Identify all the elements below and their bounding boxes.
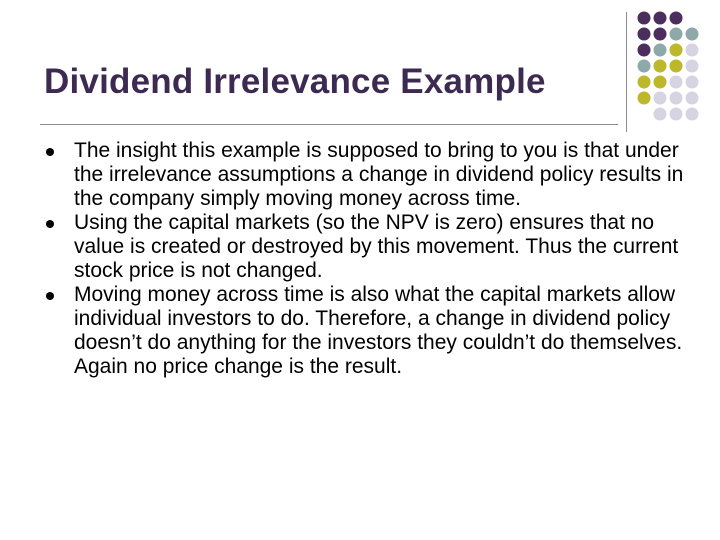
bullet-text: The insight this example is supposed to bring to you is that under the irrelevance assumptions a change in dividend policy results in the company simply moving money across time.: [74, 139, 684, 210]
bullet-point-icon: [46, 220, 54, 228]
decoration-dot: [638, 92, 651, 105]
decoration-dot: [638, 12, 651, 25]
decoration-dot: [654, 92, 667, 105]
decoration-dot: [686, 108, 699, 121]
decoration-dot: [654, 60, 667, 73]
vertical-divider: [626, 12, 627, 132]
decoration-dot: [670, 44, 683, 57]
decoration-dot: [654, 12, 667, 25]
decoration-dot: [670, 92, 683, 105]
decoration-dot: [638, 28, 651, 41]
decoration-dot: [686, 76, 699, 89]
bullet-text: Using the capital markets (so the NPV is zero) ensures that no value is created or destroyed by this movement. Thus the current stock price is not changed.: [74, 211, 679, 282]
decoration-dot: [670, 12, 683, 25]
bullet-item: [44, 139, 684, 211]
bullet-item: [44, 283, 684, 379]
dot-grid-decoration-icon: [636, 10, 720, 134]
decoration-dot: [670, 76, 683, 89]
decoration-dot: [686, 92, 699, 105]
bullet-point-icon: [46, 292, 54, 300]
decoration-dot: [670, 28, 683, 41]
decoration-dot: [686, 28, 699, 41]
bullet-item: [44, 211, 684, 283]
bullet-point-icon: [46, 148, 54, 156]
decoration-dot: [638, 60, 651, 73]
decoration-dot: [654, 76, 667, 89]
decoration-dot: [686, 44, 699, 57]
decoration-dot: [670, 60, 683, 73]
decoration-dot: [654, 28, 667, 41]
decoration-dot: [638, 44, 651, 57]
bullet-list: [44, 139, 684, 379]
title-divider: [40, 124, 618, 125]
slide-title: Dividend Irrelevance Example: [44, 62, 546, 101]
decoration-dot: [670, 108, 683, 121]
decoration-dot: [654, 108, 667, 121]
decoration-dot: [638, 76, 651, 89]
decoration-dot: [654, 44, 667, 57]
decoration-dot: [686, 60, 699, 73]
bullet-text: Moving money across time is also what the capital markets allow individual investors to do. Therefore, a change in dividend policy doesn’t do anything for the investors they couldn’t do themselves. Again no price change is the result.: [74, 283, 683, 378]
